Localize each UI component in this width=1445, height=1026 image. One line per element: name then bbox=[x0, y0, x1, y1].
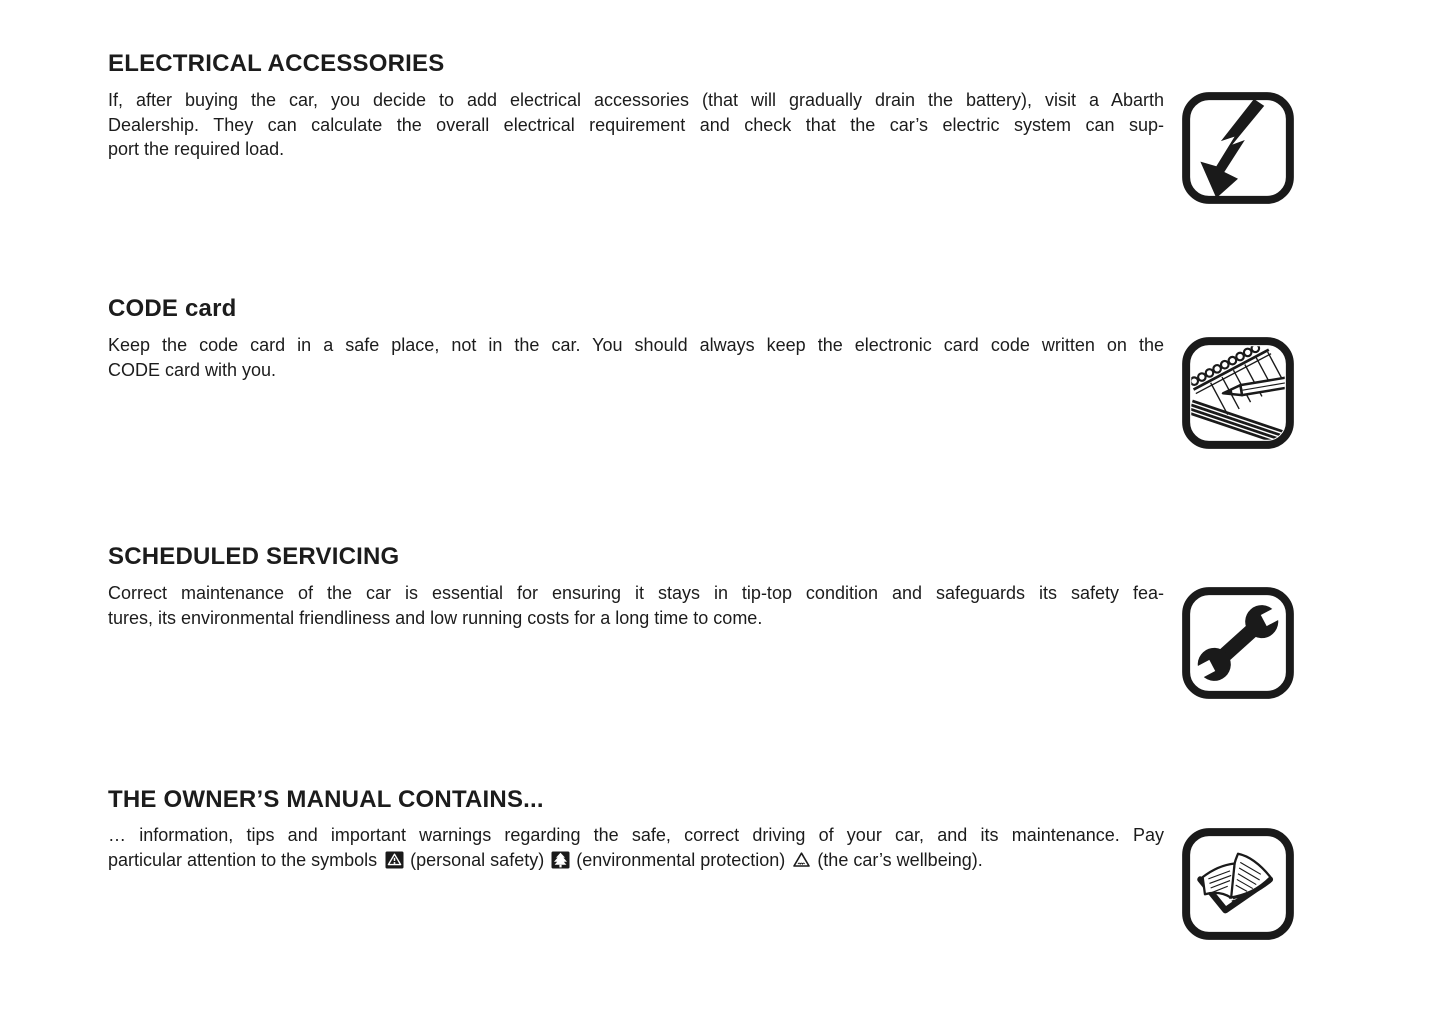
section-code-card-body bbox=[108, 333, 1164, 382]
section-heading: CODE card bbox=[108, 295, 237, 322]
body-line: If, after buying the car, you decide to add electrical accessories (that will gradually drain the battery), visit a Abarth bbox=[108, 90, 1164, 110]
section-electrical-accessories bbox=[108, 50, 1164, 78]
lightning-bolt-icon bbox=[1181, 91, 1295, 205]
body-text: (environmental protection) bbox=[576, 849, 786, 870]
body-line: CODE card with you. bbox=[108, 359, 277, 380]
car-wellbeing-icon bbox=[792, 851, 811, 869]
section-electrical-body bbox=[108, 88, 1164, 162]
section-heading: THE OWNER’S MANUAL CONTAINS... bbox=[108, 786, 544, 813]
notepad-pencil-icon bbox=[1181, 336, 1295, 450]
wrench-icon bbox=[1181, 586, 1295, 700]
body-line: tures, its environmental friendliness and low running costs for a long time to come. bbox=[108, 607, 763, 628]
body-line: port the required load. bbox=[108, 139, 285, 159]
section-heading: ELECTRICAL ACCESSORIES bbox=[108, 50, 445, 77]
body-line: Keep the code card in a safe place, not in the car. You should always keep the electronic card code written on the bbox=[108, 335, 1164, 355]
body-text: (personal safety) bbox=[410, 849, 545, 870]
body-text: (the car’s wellbeing). bbox=[817, 849, 983, 870]
body-line: Dealership. They can calculate the overall electrical requirement and check that the car’s electric system can sup- bbox=[108, 114, 1164, 135]
environmental-protection-icon bbox=[551, 851, 570, 869]
personal-safety-icon bbox=[385, 851, 404, 869]
section-scheduled-servicing bbox=[108, 543, 1164, 571]
body-line: Correct maintenance of the car is essential for ensuring it stays in tip-top condition and safeguards its safety fea- bbox=[108, 583, 1164, 603]
section-servicing-body bbox=[108, 581, 1164, 630]
body-line: … information, tips and important warnings regarding the safe, correct driving of your car, and its maintenance. Pay bbox=[108, 825, 1164, 845]
section-manual-body bbox=[108, 823, 1164, 872]
open-book-icon bbox=[1181, 827, 1295, 941]
body-line-with-symbols bbox=[108, 848, 1164, 873]
section-manual-contains bbox=[108, 786, 1164, 814]
section-heading: SCHEDULED SERVICING bbox=[108, 543, 400, 570]
section-code-card bbox=[108, 295, 1164, 323]
body-text: particular attention to the symbols bbox=[108, 849, 378, 870]
